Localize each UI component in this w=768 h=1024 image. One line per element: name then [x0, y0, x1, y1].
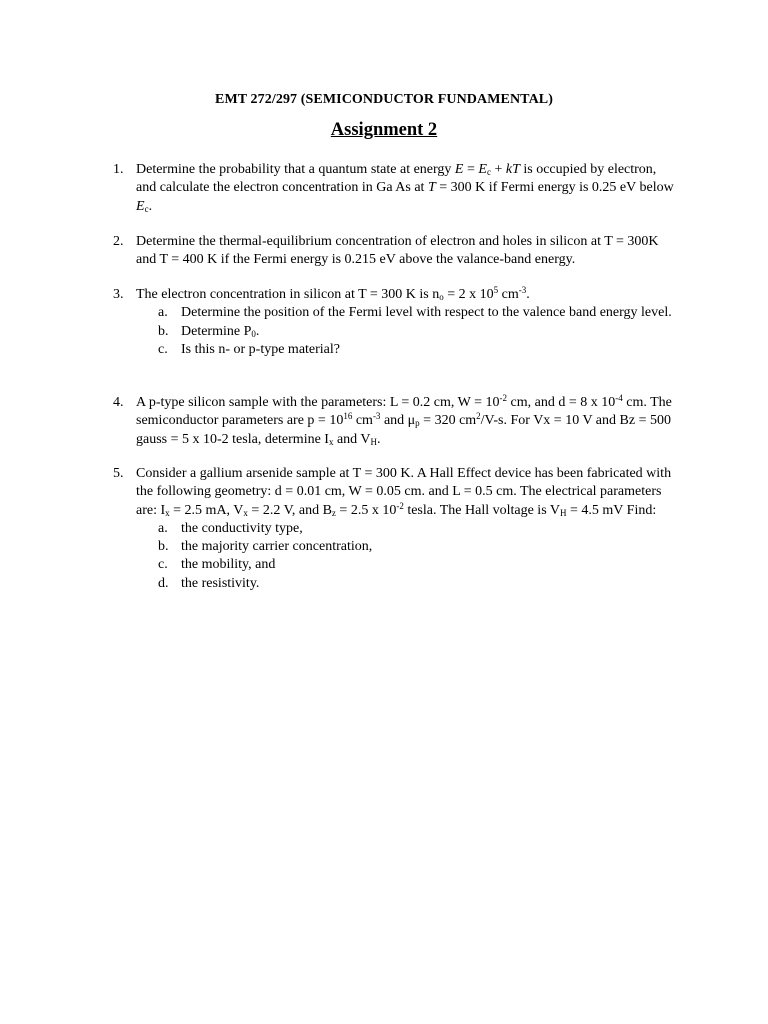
sub-question-text: the conductivity type, — [181, 520, 303, 536]
question-number: 3. — [113, 287, 124, 302]
sub-question-c — [158, 341, 678, 359]
text-run: + — [490, 162, 506, 177]
question-number: 2. — [113, 234, 124, 249]
sub-question-text: the mobility, and — [181, 557, 276, 573]
text-run: and μ — [380, 413, 416, 429]
sub-question-letter: b. — [158, 323, 169, 339]
superscript: 2 — [476, 411, 481, 422]
question-text — [136, 465, 678, 520]
text-run: = 4.5 mV Find: — [566, 502, 657, 518]
text-run: = 300 K if Fermi energy is 0.25 eV below — [435, 180, 674, 196]
subscript: p — [415, 418, 420, 429]
sub-question-c — [158, 556, 678, 574]
text-run: . — [377, 431, 381, 447]
text-run: = 2.5 mA, V — [169, 502, 244, 518]
question-text — [136, 394, 678, 449]
text-run: Determine the probability that a quantum state at energy — [136, 162, 455, 177]
question-number: 5. — [113, 466, 124, 481]
assignment-title: Assignment 2 — [330, 120, 438, 140]
subscript: o — [439, 292, 444, 302]
question-4 — [113, 394, 678, 449]
sub-question-a — [158, 520, 678, 538]
sub-question-letter: a. — [158, 520, 168, 536]
text-run: Consider a gallium arsenide sample at T = 300 K. A Hall Effect device has been fabricated with the following geometry: d = 0.01 cm, W = 0.05 cm. and L = 0.5 cm. The electrical parameters are: I — [136, 466, 672, 518]
superscript: 16 — [343, 411, 353, 422]
question-number: 1. — [113, 162, 124, 177]
sub-question-text: Determine P — [181, 323, 252, 339]
question-3 — [113, 286, 678, 359]
text-run: /V-s. For Vx = 10 V and Bz = 500 gauss = 5 x 10-2 tesla, determine I — [136, 413, 671, 447]
superscript: 5 — [493, 285, 499, 295]
question-text — [136, 286, 678, 304]
sub-question-text: the resistivity. — [181, 575, 260, 591]
subscript: x — [165, 507, 170, 518]
symbol-energy: E — [454, 162, 464, 177]
text-run: = — [463, 162, 479, 177]
symbol-conduction-energy: E — [136, 198, 145, 214]
question-text: Determine the thermal-equilibrium concentration of electron and holes in silicon at T = 300K and T = 400 K if the Fermi energy is 0.215 eV above the valance-band energy. — [136, 234, 659, 268]
subscript: c — [144, 203, 149, 214]
symbol-kt: kT — [505, 162, 520, 177]
text-run: A p-type silicon sample with the parameters: L = 0.2 cm, W = 10 — [136, 395, 500, 410]
course-header: EMT 272/297 (SEMICONDUCTOR FUNDAMENTAL) — [215, 92, 553, 107]
question-2 — [113, 233, 678, 270]
sub-question-b — [158, 538, 678, 556]
sub-question-letter: c. — [158, 341, 168, 357]
question-5 — [113, 465, 678, 593]
sub-question-b — [158, 323, 678, 341]
text-run: tesla. The Hall voltage is V — [403, 502, 561, 518]
subscript: x — [328, 436, 334, 447]
text-run: = 2.5 x 10 — [335, 502, 397, 518]
text-run: . — [148, 198, 153, 214]
text-run: cm — [352, 413, 373, 429]
sub-question-d — [158, 575, 678, 593]
text-run: and V — [333, 431, 371, 447]
subscript: 0 — [251, 328, 256, 339]
sub-question-letter: d. — [158, 575, 169, 591]
symbol-temperature: T — [427, 180, 436, 196]
text-run: cm. The semiconductor parameters are p = 10 — [136, 395, 672, 429]
sub-question-a — [158, 304, 678, 322]
text-run: = 320 cm — [419, 413, 477, 429]
superscript: -2 — [499, 393, 508, 403]
text-run: The electron concentration in silicon at T = 300 K is n — [136, 287, 440, 302]
text-run: = 2.2 V, and B — [247, 502, 332, 518]
sub-question-text: the majority carrier concentration, — [181, 539, 373, 555]
symbol-conduction-energy: E — [478, 162, 487, 177]
sub-question-text: Is this n- or p-type material? — [181, 341, 341, 357]
question-number: 4. — [113, 395, 124, 410]
superscript: -3 — [372, 411, 381, 422]
text-run: is occupied by electron, and calculate the electron concentration in Ga As at — [136, 162, 657, 196]
question-text — [136, 161, 678, 216]
subscript: H — [370, 436, 378, 447]
superscript: -4 — [615, 393, 623, 403]
text-run: . — [526, 287, 530, 302]
subscript: z — [331, 507, 336, 518]
sub-question-letter: a. — [158, 305, 168, 321]
superscript: -3 — [518, 285, 527, 295]
subscript: H — [560, 507, 567, 518]
text-run: cm, and d = 8 x 10 — [507, 395, 616, 410]
sub-question-letter: c. — [158, 557, 168, 573]
question-1 — [113, 161, 678, 216]
sub-question-text: Determine the position of the Fermi level with respect to the valence band energy level. — [181, 305, 672, 321]
text-run: cm — [498, 287, 519, 302]
sub-question-letter: b. — [158, 539, 169, 555]
superscript: -2 — [396, 500, 404, 511]
subscript: c — [486, 167, 491, 177]
text-run: . — [255, 323, 260, 339]
subscript: x — [243, 507, 248, 518]
text-run: = 2 x 10 — [443, 287, 494, 302]
